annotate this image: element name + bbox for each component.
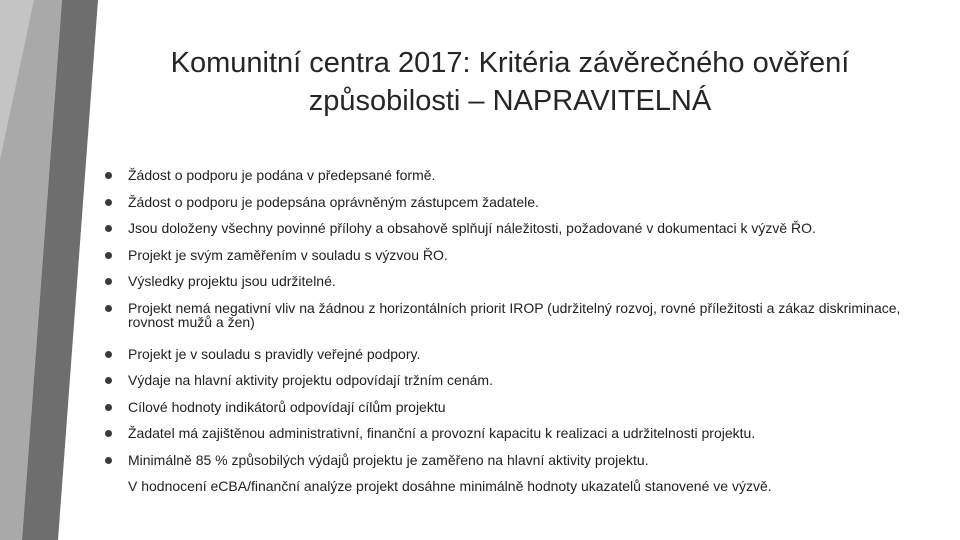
decorative-side-shapes <box>0 0 110 540</box>
list-item: Cílové hodnoty indikátorů odpovídají cílům projektu <box>112 400 932 427</box>
list-item: Výsledky projektu jsou udržitelné. <box>112 274 932 301</box>
bullet-icon <box>105 172 112 179</box>
title-line-1: Komunitní centra 2017: Kritéria závěrečného ověření <box>170 47 850 79</box>
page-title <box>110 44 910 120</box>
list-item: Výdaje na hlavní aktivity projektu odpovídají tržním cenám. <box>112 373 932 400</box>
list-item: Projekt je v souladu s pravidly veřejné podpory. <box>112 347 932 374</box>
bullet-icon <box>105 404 112 411</box>
list-item: Žádost o podporu je podána v předepsané formě. <box>112 168 932 195</box>
list-item: Jsou doloženy všechny povinné přílohy a obsahově splňují náležitosti, požadované v dokumentaci k výzvě ŘO. <box>112 221 932 248</box>
bullet-icon <box>105 278 112 285</box>
criteria-list <box>112 168 932 506</box>
bullet-icon <box>105 377 112 384</box>
list-item: Minimálně 85 % způsobilých výdajů projektu je zaměřeno na hlavní aktivity projektu. <box>112 453 932 480</box>
bullet-icon <box>105 252 112 259</box>
bullet-icon <box>105 199 112 206</box>
list-item: Projekt nemá negativní vliv na žádnou z horizontálních priorit IROP (udržitelný rozvoj, rovné příležitosti a zákaz diskriminace, rovnost mužů a žen) <box>112 301 932 347</box>
list-item: Žadatel má zajištěnou administrativní, finanční a provozní kapacitu k realizaci a udržitelnosti projektu. <box>112 426 932 453</box>
title-line-2: způsobilosti – NAPRAVITELNÁ <box>308 85 712 117</box>
bullet-icon <box>105 351 112 358</box>
list-item: Žádost o podporu je podepsána oprávněným zástupcem žadatele. <box>112 195 932 222</box>
list-item: V hodnocení eCBA/finanční analýze projekt dosáhne minimálně hodnoty ukazatelů stanovené ve výzvě. <box>128 478 772 494</box>
bullet-icon <box>105 305 112 312</box>
bullet-icon <box>105 225 112 232</box>
list-item: Projekt je svým zaměřením v souladu s výzvou ŘO. <box>112 248 932 275</box>
bullet-icon <box>105 430 112 437</box>
bullet-icon <box>105 457 112 464</box>
